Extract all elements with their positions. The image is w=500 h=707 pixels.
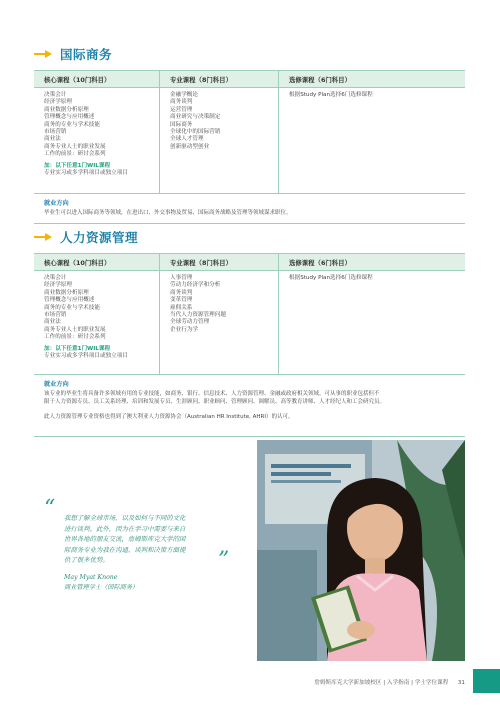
list-item: 当代人力资源管理问题: [170, 312, 226, 319]
list-item: 金融学概论: [170, 92, 198, 98]
quote-line: 供了很多优势。: [64, 556, 109, 565]
list-item: 经济学原理: [44, 282, 72, 289]
list-item: 国际商务: [170, 121, 193, 128]
core-courses-header: 核心课程（10门科目）: [44, 259, 111, 267]
list-item: 全球劳动力管理: [170, 319, 210, 326]
section-international-business: [34, 44, 465, 224]
career-text-line-2: 限于人力资源专员、员工关系经理、培训和发展专员、生涯顾问、职业顾问、管理顾问、调解员、高等教育讲师、人才经纪人和工会研究员。: [44, 398, 386, 405]
list-item: 商务专业人士的职业发展: [44, 326, 106, 333]
career-title: 就业方向: [44, 381, 69, 388]
testimonial-quote: [64, 513, 214, 566]
career-section: [34, 194, 465, 224]
wil-text: 专业实习或多学科项目或独立项目: [44, 353, 128, 360]
list-item: 决策会计: [44, 92, 67, 98]
course-table-body: [34, 88, 465, 194]
student-degree: 商业管理学士（国际商务）: [64, 584, 139, 591]
list-item: 雇佣关系: [170, 304, 193, 311]
section-header: [34, 227, 465, 247]
list-item: 商务谈判: [170, 99, 193, 106]
list-item: 商业数据分析原理: [44, 289, 89, 296]
section-title: 人力资源管理: [60, 230, 139, 245]
core-courses-list: [34, 271, 159, 374]
course-table: [34, 253, 465, 437]
wil-text: 专业实习或多学科项目或独立项目: [44, 170, 128, 177]
list-item: 企业行为学: [170, 326, 198, 333]
list-item: 劳动力经济学和分析: [170, 282, 221, 289]
arrow-icon: [34, 232, 54, 242]
quote-line: 世界各地的朋友交流，詹姆斯库克大学的国: [64, 535, 186, 544]
list-item: 商务谈判: [170, 289, 193, 296]
page-footer: [314, 678, 465, 686]
list-item: 创新驱动型创业: [170, 143, 210, 150]
student-name: May Myat Knone: [64, 574, 118, 581]
page-tab-marker: [473, 669, 500, 693]
list-item: 商务专业人士的职业发展: [44, 143, 106, 150]
course-table-body: [34, 271, 465, 375]
list-item: 人事管理: [170, 275, 193, 281]
list-item: 管理概念与应用概述: [44, 297, 95, 304]
page-number: 31: [457, 680, 465, 686]
career-text-line-1: 该专业的毕业生将具备许多领域有用的专业技能，如商务、银行、信息技术、人力资源管理、金融或政府相关领域。可从事的职业包括但不: [44, 391, 380, 397]
major-courses-list: [159, 88, 278, 193]
core-courses-list: [34, 88, 159, 193]
course-table: [34, 70, 465, 224]
list-item: 决策会计: [44, 275, 67, 281]
footer-text: 詹姆斯库克大学新加坡校区 | 入学指南 | 学士学位课程: [314, 680, 449, 686]
section-human-resources: [34, 227, 465, 437]
open-quote-icon: “: [44, 496, 56, 521]
section-title: 国际商务: [60, 47, 113, 62]
accreditation-note: 此人力资源管理专业资格也得到了澳大利亚人力资源协会（Australian HR Institute, AHRI）的认可。: [44, 414, 294, 421]
quote-line: 际商务专业为我在沟通、谈判和决策方面提: [64, 545, 186, 554]
wil-title: 加：以下任意1门WIL课程: [44, 345, 111, 352]
list-item: 经济学原理: [44, 99, 72, 106]
list-item: 全球化中的国际营销: [170, 129, 221, 136]
elective-courses-header: 选修课程（6门科目）: [278, 254, 465, 270]
section-header: [34, 44, 465, 64]
course-table-header: [34, 254, 465, 271]
quote-line: 进行谈判。此外，因为在学习中需要与来自: [64, 524, 186, 533]
list-item: 商务的专业与学术技能: [44, 304, 100, 311]
list-item: 商业研究与决策制定: [170, 114, 221, 121]
major-courses-list: [159, 271, 278, 374]
elective-courses-header: 选修课程（6门科目）: [278, 71, 465, 87]
wil-title: 加：以下任意1门WIL课程: [44, 162, 111, 169]
core-courses-header: 核心课程（10门科目）: [44, 76, 111, 84]
arrow-icon: [34, 49, 54, 59]
major-courses-header: 专业课程（8门科目）: [159, 254, 278, 270]
list-item: 商务的专业与学术技能: [44, 121, 100, 128]
quote-line: 我想了解全球市场，以及如何与不同的文化: [64, 514, 186, 522]
student-photo: [257, 440, 465, 661]
list-item: 全球人才管理: [170, 136, 204, 143]
close-quote-icon: ”: [218, 548, 230, 573]
testimonial-author: [64, 573, 138, 593]
list-item: 商业法: [44, 319, 61, 326]
career-title: 就业方向: [44, 200, 69, 207]
list-item: 商业数据分析原理: [44, 106, 89, 113]
major-courses-header: 专业课程（8门科目）: [159, 71, 278, 87]
list-item: 工作的前景：研讨会系列: [44, 334, 106, 341]
list-item: 变革管理: [170, 297, 193, 304]
list-item: 管理概念与应用概述: [44, 114, 95, 121]
list-item: 市场营销: [44, 129, 67, 136]
career-text: 毕业生可以进入国际商务等领域，在进出口、外交事物及贸易、国际商务战略及管理等领域谋求职位。: [44, 210, 292, 216]
list-item: 商业法: [44, 136, 61, 143]
student-photo-illustration: [257, 440, 465, 661]
elective-courses-list: [278, 271, 465, 374]
elective-courses-list: [278, 88, 465, 193]
course-table-header: [34, 71, 465, 88]
elective-text: 根据Study Plan选择6门选修课程: [289, 275, 373, 281]
elective-text: 根据Study Plan选择6门选修课程: [289, 92, 373, 98]
list-item: 工作的前景：研讨会系列: [44, 151, 106, 158]
list-item: 运营管理: [170, 106, 193, 113]
list-item: 市场营销: [44, 312, 67, 319]
career-section: [34, 375, 465, 437]
